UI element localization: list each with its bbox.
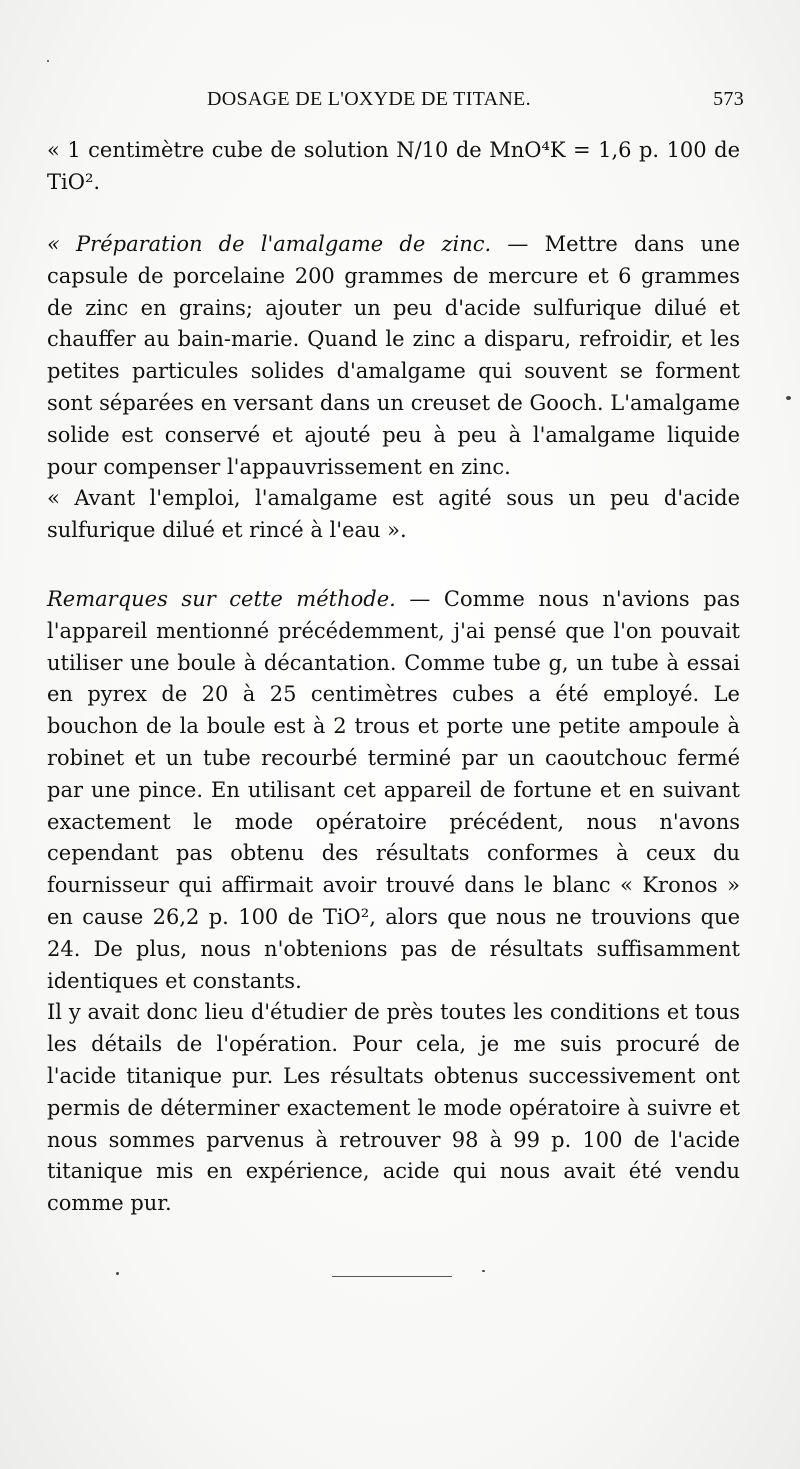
amalgam-preparation-body: — Mettre dans une capsule de porcelaine 200 grammes de mercure et 6 grammes de zinc en grains; ajouter un peu d'acide sulfurique dilué et chauffer au bain-marie. Quand le zinc a disparu, refroidir, et les petites particules solides d'amalgame qui souvent se forment sont séparées en versant dans un creuset de Gooch. L'amalgame solide est conservé et ajouté peu à peu à l'amalgame liquide pour compenser l'appauvrissement en zinc. [47,232,740,479]
formula-block [47,135,740,199]
remarks-paragraph [47,584,740,997]
print-speck [116,1272,119,1275]
remarks-body: — Comme nous n'avions pas l'appareil mentionné précédemment, j'ai pensé que l'on pouvait utiliser une boule à décantation. Comme tube g, un tube à essai en pyrex de 20 à 25 centimètres cubes a été employé. Le bouchon de la boule est à 2 trous et porte une petite ampoule à robinet et un tube recourbé terminé par un caoutchouc fermé par une pince. En utilisant cet appareil de fortune et en suivant exactement le mode opératoire précédent, nous n'avons cependant pas obtenu des résultats conformes à ceux du fournisseur qui affirmait avoir trouvé dans le blanc « Kronos » en cause 26,2 p. 100 de TiO², alors que nous ne trouvions que 24. De plus, nous n'obtenions pas de résultats suffisamment identiques et constants. [47,587,740,993]
running-title: DOSAGE DE L'OXYDE DE TITANE. [207,88,531,110]
formula-paragraph: « 1 centimètre cube de solution N/10 de MnO⁴K = 1,6 p. 100 de TiO². [47,138,740,194]
page-number: 573 [713,88,744,110]
print-speck [482,1270,485,1272]
print-speck [47,60,49,62]
amalgam-preparation-paragraph [47,229,740,483]
remarks-block [47,584,740,1220]
section-heading-remarks: Remarques sur cette méthode. [47,587,396,611]
page-header [47,88,744,116]
before-use-paragraph: « Avant l'emploi, l'amalgame est agité sous un peu d'acide sulfurique dilué et rincé à l'eau ». [47,486,740,543]
print-speck [786,396,791,400]
study-paragraph: Il y avait donc lieu d'étudier de près toutes les conditions et tous les détails de l'opération. Pour cela, je me suis procuré de l'acide titanique pur. Les résultats obtenus successivement ont permis de déterminer exactement le mode opératoire à suivre et nous sommes parvenus à retrouver 98 à 99 p. 100 de l'acide titanique mis en expérience, acide qui nous avait été vendu comme pur. [47,1000,740,1216]
closing-rule [332,1276,452,1277]
amalgam-preparation-block [47,229,740,547]
section-heading-amalgam: « Préparation de l'amalgame de zinc. [47,232,492,256]
